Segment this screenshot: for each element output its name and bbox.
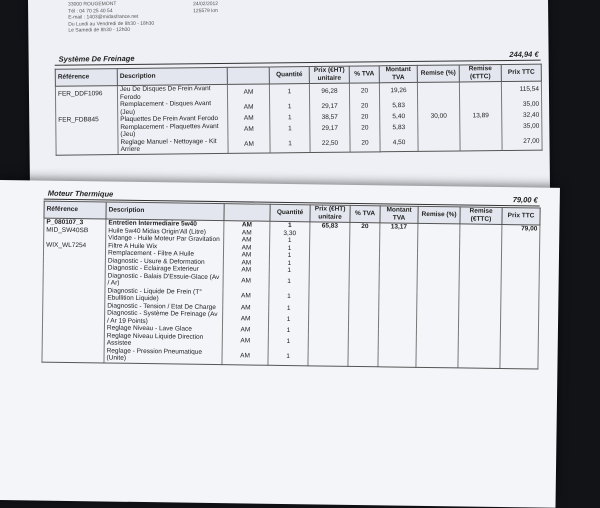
vehicle-mileage: 125579 km — [193, 7, 218, 14]
col-ref: Référence — [55, 69, 117, 87]
cell-montant — [378, 336, 416, 352]
cell-montant: 5,83 — [380, 98, 418, 113]
cell-desc: Diagnostic - Usure & Deformation — [105, 257, 223, 266]
cell-pu: 38,57 — [310, 114, 350, 122]
cell-qty: 1 — [270, 244, 310, 252]
cell-qty: 1 — [269, 289, 309, 305]
col-desc: Description — [117, 67, 227, 85]
section-title: Moteur Thermique — [47, 188, 114, 199]
cell-am: AM — [223, 259, 269, 267]
cell-tva: 20 — [350, 121, 380, 136]
cell-qty: 1 — [269, 304, 309, 312]
cell-montant: 4,50 — [380, 135, 418, 151]
invoice-page-front — [0, 180, 560, 508]
cell-desc: Remplacement - Plaquettes Avant (Jeu) — [118, 122, 228, 138]
cell-montant: 5,83 — [380, 120, 418, 135]
cell-remise-ttc — [460, 97, 502, 112]
cell-remise-ttc — [459, 277, 501, 293]
cell-tva — [348, 350, 378, 366]
garage-info — [68, 1, 154, 34]
cell-am: AM — [224, 229, 270, 237]
cell-am: AM — [224, 244, 270, 252]
cell-ref — [43, 271, 105, 287]
cell-ref — [42, 346, 104, 362]
cell-am: AM — [228, 137, 270, 153]
cell-qty: 1 — [269, 267, 309, 275]
cell-prix-ttc — [501, 278, 539, 294]
cell-am: AM — [224, 236, 270, 244]
cell-remise-ttc — [460, 120, 502, 135]
garage-info-line: Le Samedi de 8h30 - 12h00 — [68, 26, 131, 34]
cell-montant: 13,17 — [380, 223, 418, 232]
cell-am: AM — [222, 326, 268, 334]
cell-tva: 20 — [349, 83, 379, 99]
garage-info-line: Tél : 04 70 25 40 54 — [68, 7, 113, 15]
garage-info-line: 33000 ROUGEMONT — [68, 1, 117, 8]
cell-qty: 1 — [268, 349, 308, 365]
col-tva: % TVA — [350, 205, 380, 222]
cell-desc: Jeu De Disques De Frein Avant Ferodo — [117, 84, 227, 101]
section-total: 79,00 € — [512, 195, 538, 205]
cell-prix-ttc: 35,00 — [502, 119, 542, 134]
cell-am: AM — [223, 304, 269, 312]
cell-prix-ttc: 35,00 — [502, 97, 542, 112]
section-header-freinage — [55, 48, 541, 66]
cell-remise-pct — [416, 314, 458, 330]
col-am — [224, 204, 270, 222]
freinage-table — [55, 64, 543, 156]
cell-desc: Huile 5w40 Midas Origin'All (Litre) — [106, 227, 224, 236]
cell-ref: MID_SW40SB — [44, 226, 106, 234]
cell-qty: 1 — [270, 114, 310, 122]
cell-qty: 1 — [269, 252, 309, 260]
cell-ref — [56, 101, 118, 117]
cell-tva: 20 — [350, 222, 380, 230]
cell-remise-ttc — [459, 292, 501, 308]
cell-pu: 29,17 — [310, 99, 350, 114]
section-title: Système De Freinage — [58, 53, 135, 64]
cell-remise-ttc — [458, 314, 500, 330]
cell-qty: 1 — [268, 334, 308, 350]
cell-remise-pct — [417, 82, 459, 98]
cell-desc: Diagnostic - Balais D'Essuie-Glace (Av / Ar) — [105, 272, 223, 289]
col-qty: Quantité — [269, 67, 309, 84]
cell-tva: 20 — [350, 136, 380, 152]
cell-ref — [56, 124, 118, 140]
invoice-date: 24/02/2012 — [193, 1, 219, 8]
cell-ref: FER_FDB845 — [56, 116, 118, 124]
cell-pu — [309, 275, 349, 291]
col-pu: Prix (€HT) unitaire — [309, 66, 349, 83]
cell-tva: 20 — [350, 98, 380, 113]
cell-desc: Diagnostic - Système De Freinage (Av / Ar 19 Points) — [104, 309, 222, 326]
cell-prix-ttc: 79,00 — [502, 225, 540, 234]
col-ref: Référence — [44, 201, 106, 219]
cell-montant — [378, 313, 416, 329]
col-tva: % TVA — [349, 66, 379, 83]
cell-pu — [308, 312, 348, 328]
cell-am: AM — [224, 221, 270, 230]
cell-am: AM — [227, 84, 269, 100]
cell-desc: Filtre A Huile Wix — [106, 242, 224, 251]
col-prix-ttc: Prix TTC — [502, 208, 540, 226]
cell-remise-pct — [418, 97, 460, 112]
col-am — [227, 67, 269, 84]
cell-prix-ttc: 32,40 — [502, 112, 542, 120]
cell-desc: Plaquettes De Frein Avant Ferodo — [118, 115, 228, 124]
col-desc: Description — [106, 202, 224, 221]
cell-am: AM — [223, 266, 269, 274]
cell-remise-pct — [417, 291, 459, 307]
cell-remise-pct — [416, 336, 458, 352]
cell-desc: Remplacement - Disques Avant (Jeu) — [118, 100, 228, 116]
moteur-table — [41, 201, 540, 369]
cell-desc: Entretien Intermediaire 5w40 — [106, 219, 224, 229]
cell-desc: Diagnostic - Eclairage Exterieur — [105, 264, 223, 273]
cell-am: AM — [228, 122, 270, 137]
cell-tva — [349, 275, 379, 290]
cell-pu: 96,28 — [309, 83, 349, 99]
cell-prix-ttc — [500, 352, 538, 368]
col-remise-pct: Remise (%) — [418, 206, 460, 224]
col-remise-pct: Remise (%) — [417, 65, 459, 82]
garage-info-line: Du Lundi au Vendredi de 8h30 - 18h30 — [68, 20, 155, 28]
cell-am: AM — [223, 289, 269, 305]
cell-qty: 1 — [270, 221, 310, 230]
cell-tva — [348, 313, 378, 328]
cell-montant — [379, 276, 417, 292]
cell-ref: P_080107_3 — [44, 218, 106, 227]
cell-ref: WIX_WL7254 — [44, 241, 106, 249]
cell-remise-pct — [416, 351, 458, 367]
invoice-date-block — [193, 1, 218, 14]
cell-qty: 1 — [269, 84, 309, 100]
cell-prix-ttc — [501, 293, 539, 309]
cell-qty: 1 — [270, 99, 310, 114]
cell-qty: 1 — [268, 327, 308, 335]
cell-qty: 1 — [269, 259, 309, 267]
cell-qty: 1 — [270, 237, 310, 245]
cell-pu — [308, 350, 348, 366]
cell-prix-ttc — [500, 315, 538, 331]
cell-pu — [309, 290, 349, 306]
cell-pu: 65,83 — [310, 222, 350, 231]
cell-desc: Remplacement - Filtre A Huile — [105, 249, 223, 258]
cell-ref — [42, 309, 104, 325]
col-prix-ttc: Prix TTC — [501, 64, 541, 81]
cell-remise-ttc — [460, 135, 502, 151]
cell-tva: 20 — [350, 113, 380, 121]
cell-prix-ttc — [500, 338, 538, 354]
garage-info-line: E-mail : 1403@midasfrance.net — [68, 13, 139, 21]
cell-desc: Reglage Manuel - Nettoyage - Kit Arriere — [118, 137, 228, 154]
cell-desc: Reglage Niveau Liquide Direction Assistee — [104, 332, 222, 349]
col-montant: Montant TVA — [380, 206, 418, 224]
cell-montant — [378, 351, 416, 367]
cell-ref — [42, 331, 104, 347]
cell-remise-pct — [417, 276, 459, 292]
cell-am: AM — [222, 349, 268, 365]
cell-desc: Reglage Niveau - Lave Glace — [104, 324, 222, 333]
cell-montant — [379, 291, 417, 307]
cell-qty: 1 — [268, 312, 308, 328]
cell-tva — [348, 335, 378, 350]
cell-pu: 22,50 — [310, 136, 350, 152]
cell-desc: Vidange - Huile Moteur Par Gravitation — [106, 234, 224, 243]
cell-montant: 19,26 — [379, 82, 417, 98]
cell-am: AM — [228, 114, 270, 122]
cell-qty: 3,30 — [270, 229, 310, 237]
cell-am: AM — [223, 251, 269, 259]
col-qty: Quantité — [270, 204, 310, 222]
cell-remise-pct — [418, 120, 460, 135]
cell-remise-ttc: 13,89 — [460, 112, 502, 120]
col-remise-ttc: Remise (€TTC) — [459, 65, 501, 82]
cell-ref — [56, 139, 118, 155]
col-pu: Prix (€HT) unitaire — [310, 205, 350, 223]
cell-remise-ttc — [458, 337, 500, 353]
cell-am: AM — [222, 334, 268, 350]
cell-ref — [43, 286, 105, 302]
cell-prix-ttc: 115,54 — [501, 81, 541, 97]
cell-remise-ttc — [459, 82, 501, 98]
cell-qty: 1 — [269, 274, 309, 290]
cell-remise-pct: 30,00 — [418, 112, 460, 120]
cell-qty: 1 — [270, 122, 310, 137]
cell-pu: 29,17 — [310, 121, 350, 136]
cell-pu — [308, 335, 348, 351]
cell-montant: 5,40 — [380, 113, 418, 121]
cell-desc: Reglage - Pression Pneumatique (Unite) — [104, 347, 222, 364]
cell-prix-ttc: 27,00 — [502, 134, 542, 150]
cell-remise-pct — [418, 135, 460, 151]
col-remise-ttc: Remise (€TTC) — [460, 207, 502, 225]
cell-am: AM — [223, 274, 269, 290]
cell-desc: Diagnostic - Tension / Etat De Charge — [105, 302, 223, 311]
cell-tva — [349, 290, 379, 305]
cell-ref: FER_DDF1096 — [55, 86, 117, 102]
cell-remise-ttc — [458, 352, 500, 368]
section-total: 244,94 € — [509, 49, 539, 59]
col-montant: Montant TVA — [379, 65, 417, 82]
cell-am: AM — [222, 311, 268, 327]
cell-qty: 1 — [270, 137, 310, 153]
cell-desc: Diagnostic - Liquide De Frein (T° Ebullition Liquide) — [105, 287, 223, 304]
cell-am: AM — [228, 99, 270, 114]
